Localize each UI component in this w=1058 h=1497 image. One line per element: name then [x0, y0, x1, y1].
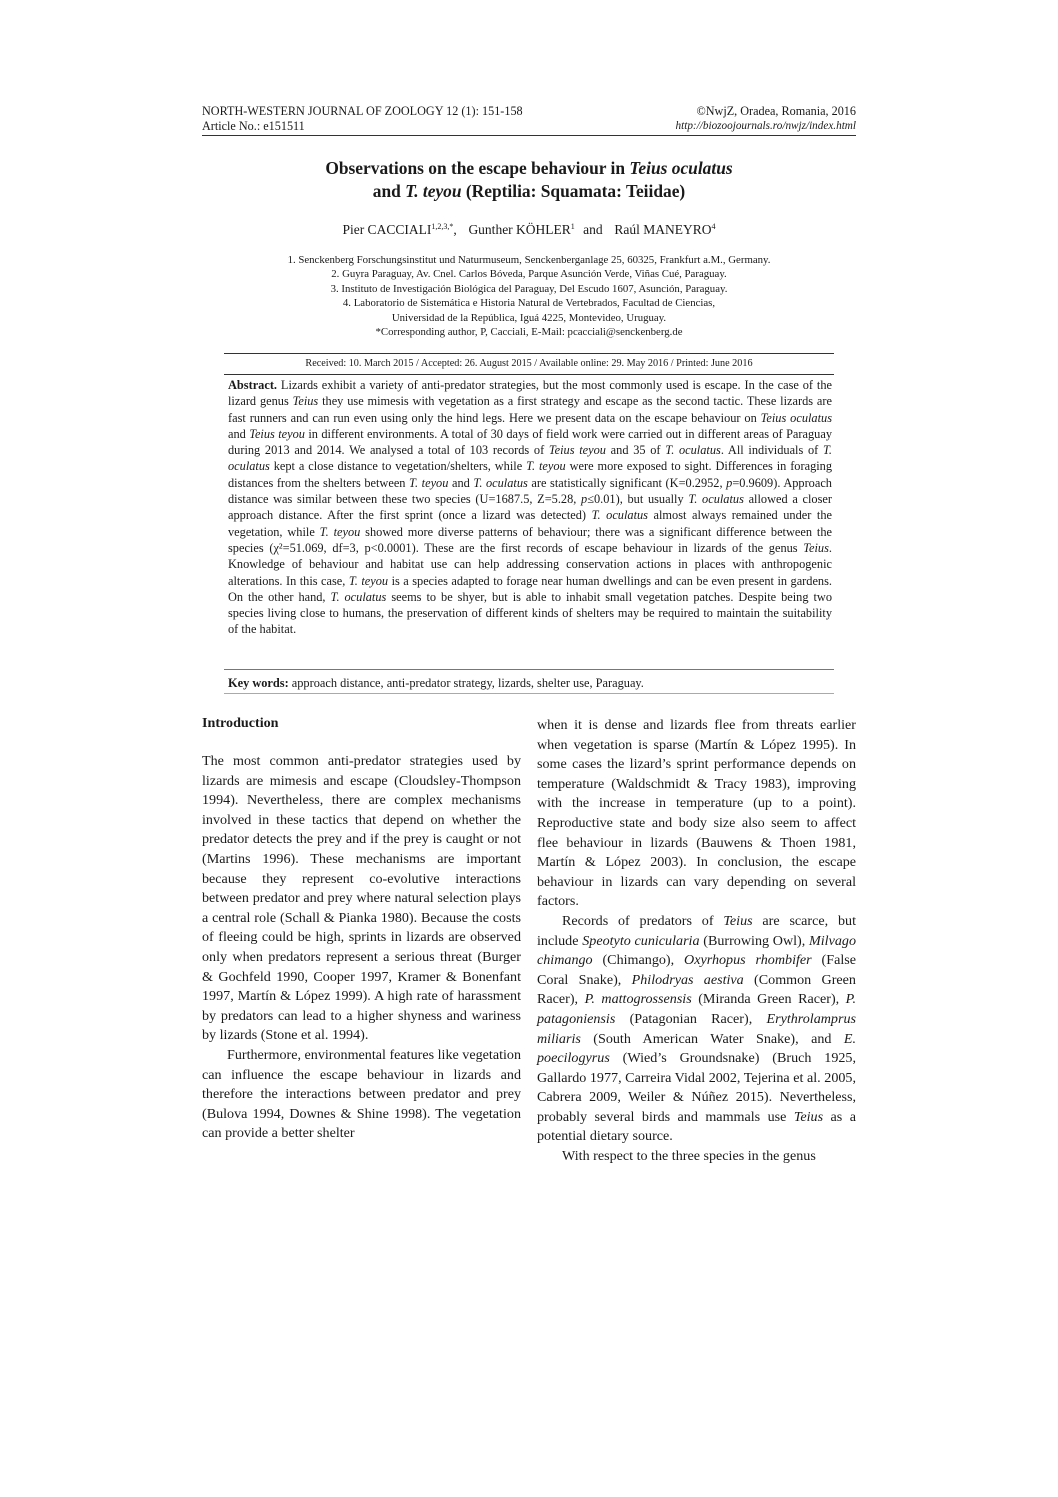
species-name: Milvago chimango [537, 932, 856, 969]
species-name: Teius [793, 1108, 824, 1125]
abstract-text: Lizards exhibit a variety of anti-predator strategies, but the most commonly used is escape. In the case of the lizard genus Teius they use mimesis with vegetation as a first strategy and escape as the second tactic. These lizards are fast runners and can run even using only the hind legs. Here we present data on the escape behaviour on Teius oculatus and Teius teyou in different environments. A total of 30 days of field work were carried out in different areas of Paraguay during 2013 and 2014. We analysed a total of 103 records of Teius teyou and 35 of T. oculatus. All individuals of T. oculatus kept a close distance to vegetation/shelters, while T. teyou were more exposed to sight. Differences in foraging distances from the shelters between T. teyou and T. oculatus are statistically significant (K=0.2952, p=0.9609). Approach distance was similar between these two species (U=1687.5, Z=5.28, p≤0.01), but usually T. oculatus allowed a closer approach distance. After the first sprint (once a lizard was detected) T. oculatus almost always remained under the vegetation, while T. teyou showed more diverse patterns of behaviour; there was a significant difference between the species (χ²=51.069, df=3, p<0.0001). These are the first records of escape behaviour in lizards of the genus Teius. Knowledge of behaviour and habitat use can help addressing conservation actions in places with anthropogenic alterations. In this case, T. teyou is a species adapted to forage near human dwellings and can be even present in gardens. On the other hand, T. oculatus seems to be shyer, but is able to inhabit small vegetation patches. Despite being two species living close to humans, the preservation of different kinds of shelters may be required to maintain the suitability of the habitat. [228, 378, 833, 637]
keywords-label: Key words: [228, 676, 289, 690]
affiliation-line: 1. Senckenberg Forschungsinstitut und Naturmuseum, Senckenberganlage 25, 60325, Frankfurt a.M., Germany. [287, 254, 771, 266]
species-name: Oxyrhopus rhombifer [684, 952, 812, 969]
species-name: T. oculatus [591, 508, 648, 523]
corresponding-author: *Corresponding author, P, Cacciali, E-Mail: pcacciali@senckenberg.de [375, 326, 683, 339]
left-paragraphs [202, 752, 521, 1144]
species-name: T. oculatus [330, 589, 387, 604]
divider [224, 353, 834, 354]
species-name: Teius teyou [548, 443, 606, 458]
species-name: Erythrolamprus miliaris [537, 1010, 856, 1047]
affiliation-line: 3. Instituto de Investigación Biológica del Paraguay, Del Escudo 1607, Asunción, Paraguay. [330, 282, 728, 295]
species-name: T. teyou [319, 524, 361, 539]
species-name: Speotyto cunicularia [582, 932, 700, 949]
species-name: T. oculatus [473, 475, 528, 490]
species-name: T. oculatus [688, 492, 744, 507]
species-name: Philodryas aestiva [631, 971, 744, 988]
species-name: Teius [723, 912, 753, 929]
species-name: P. mattogrossensis [584, 991, 692, 1008]
paragraph: Furthermore, environmental features like vegetation can influence the escape behaviour in lizards and therefore the interactions between predator and prey (Bulova 1994, Downes & Shine 1998). The vegetation can provide a better shelter [202, 1046, 521, 1142]
journal-citation: NORTH-WESTERN JOURNAL OF ZOOLOGY 12 (1): 151-158 [202, 104, 523, 118]
divider [224, 374, 834, 375]
species-name: E. poecilogyrus [537, 1030, 856, 1067]
article-title: Observations on the escape behaviour in Teius oculatus and T. teyou (Reptilia: Squamata: Teiidae) [325, 158, 733, 201]
species-name: T. oculatus [228, 443, 833, 474]
keywords [228, 675, 832, 691]
species-name: Teius [292, 394, 319, 409]
publication-dates: Received: 10. March 2015 / Accepted: 26. August 2015 / Available online: 29. May 2016 / Printed: June 2016 [305, 358, 753, 369]
species-name: P. patagoniensis [537, 991, 856, 1027]
paragraph: The most common anti-predator strategies used by lizards are mimesis and escape (Cloudsley-Thompson 1994). Nevertheless, there are complex mechanisms involved in these tactics that depend on whether the predator detects the prey and if the prey is caught or not (Martins 1996). These mechanisms are important because they represent co-evolutive interactions between predator and prey where natural selection plays a central role (Schall & Pianka 1980). Because the costs of fleeing could be high, sprints in lizards are observed only when predators represent a serious threat (Burger & Gochfeld 1990, Cooper 1997, Kramer & Bonenfant 1997, Martín & López 1999). A high rate of harassment by predators can lead to a higher shyness and wariness by lizards (Stone et al. 1994). [202, 753, 521, 1044]
keywords-text: approach distance, anti-predator strategy, lizards, shelter use, Paraguay. [288, 676, 644, 690]
author-name: Raúl MANEYRO [614, 222, 712, 237]
species-name: Teius teyou [249, 426, 305, 441]
author-name: Pier CACCIALI [342, 222, 432, 237]
author-affiliation-marks: 1,2,3,* [431, 222, 454, 231]
species-name: T. oculatus [665, 443, 721, 458]
paragraph: Records of predators of Teius are scarce, but include Speotyto cunicularia (Burrowing Owl), Milvago chimango (Chimango), Oxyrhopus rhombifer (False Coral Snake), Philodryas aestiva (Common Green Racer), P. mattogrossensis (Miranda Green Racer), P. patagoniensis (Patagonian Racer), Erythrolamprus miliaris (South American Water Snake), and E. poecilogyrus (Wied’s Groundsnake) (Bruch 1925, Gallardo 1977, Carreira Vidal 2002, Tejerina et al. 2005, Cabrera 2009, Weiler & Núñez 2015). Nevertheless, probably several birds and mammals use Teius as a potential dietary source. [537, 912, 856, 1145]
article-number: Article No.: e151511 [202, 119, 305, 133]
section-heading-introduction: Introduction [202, 715, 279, 731]
affiliation-line: 2. Guyra Paraguay, Av. Cnel. Carlos Bóveda, Parque Asunción Verde, Viñas Cué, Paraguay. [331, 268, 727, 281]
copyright-notice: ©NwjZ, Oradea, Romania, 2016 [696, 104, 856, 118]
author-affiliation-marks: 4 [711, 222, 716, 231]
affiliation-line: 4. Laboratorio de Sistemática e Historia Natural de Vertebrados, Facultad de Ciencias, [342, 297, 716, 310]
species-name: p [726, 475, 733, 490]
author-name: Gunther KÖHLER [468, 222, 571, 237]
header-divider [202, 135, 856, 136]
body-column-left [202, 714, 521, 1144]
abstract [228, 377, 832, 638]
species-name: p [581, 492, 588, 507]
species-name: T. teyou [348, 573, 389, 588]
paragraph: when it is dense and lizards flee from threats earlier when vegetation is sparse (Martín & López 1995). In some cases the lizard’s sprint performance depends on temperature (Waldschmidt & Tracy 1983), improving with the increase in temperature (up to a point). Reproductive state and body size also seem to affect flee behaviour in lizards (Bauwens & Thoen 1981, Martín & López 2003). In conclusion, the escape behaviour in lizards can vary depending on several factors. [537, 717, 856, 910]
species-name: Teius [803, 540, 829, 555]
author-affiliation-marks: 1 [570, 222, 575, 231]
species-name: T. teyou [409, 475, 449, 490]
affiliations [200, 253, 858, 339]
species-name: Teius oculatus [760, 410, 832, 425]
journal-url-link[interactable]: http://biozoojournals.ro/nwjz/index.html [675, 120, 856, 132]
divider [224, 669, 834, 670]
paragraph: With respect to the three species in the genus [562, 1148, 816, 1165]
right-paragraphs [537, 716, 856, 1167]
species-name: T. teyou [526, 459, 566, 474]
author-list: Pier $CACCIALI^{1,2,3,*}$, Gunther KÖHLER$^1$ and Raúl MANEYRO$^4$ [342, 222, 716, 237]
running-header [202, 104, 856, 134]
body-column-right [537, 716, 856, 1167]
divider [224, 693, 834, 694]
affiliation-line: Universidad de la República, Iguá 4225, Montevideo, Uruguay. [391, 311, 667, 324]
abstract-label: Abstract. [228, 378, 278, 392]
